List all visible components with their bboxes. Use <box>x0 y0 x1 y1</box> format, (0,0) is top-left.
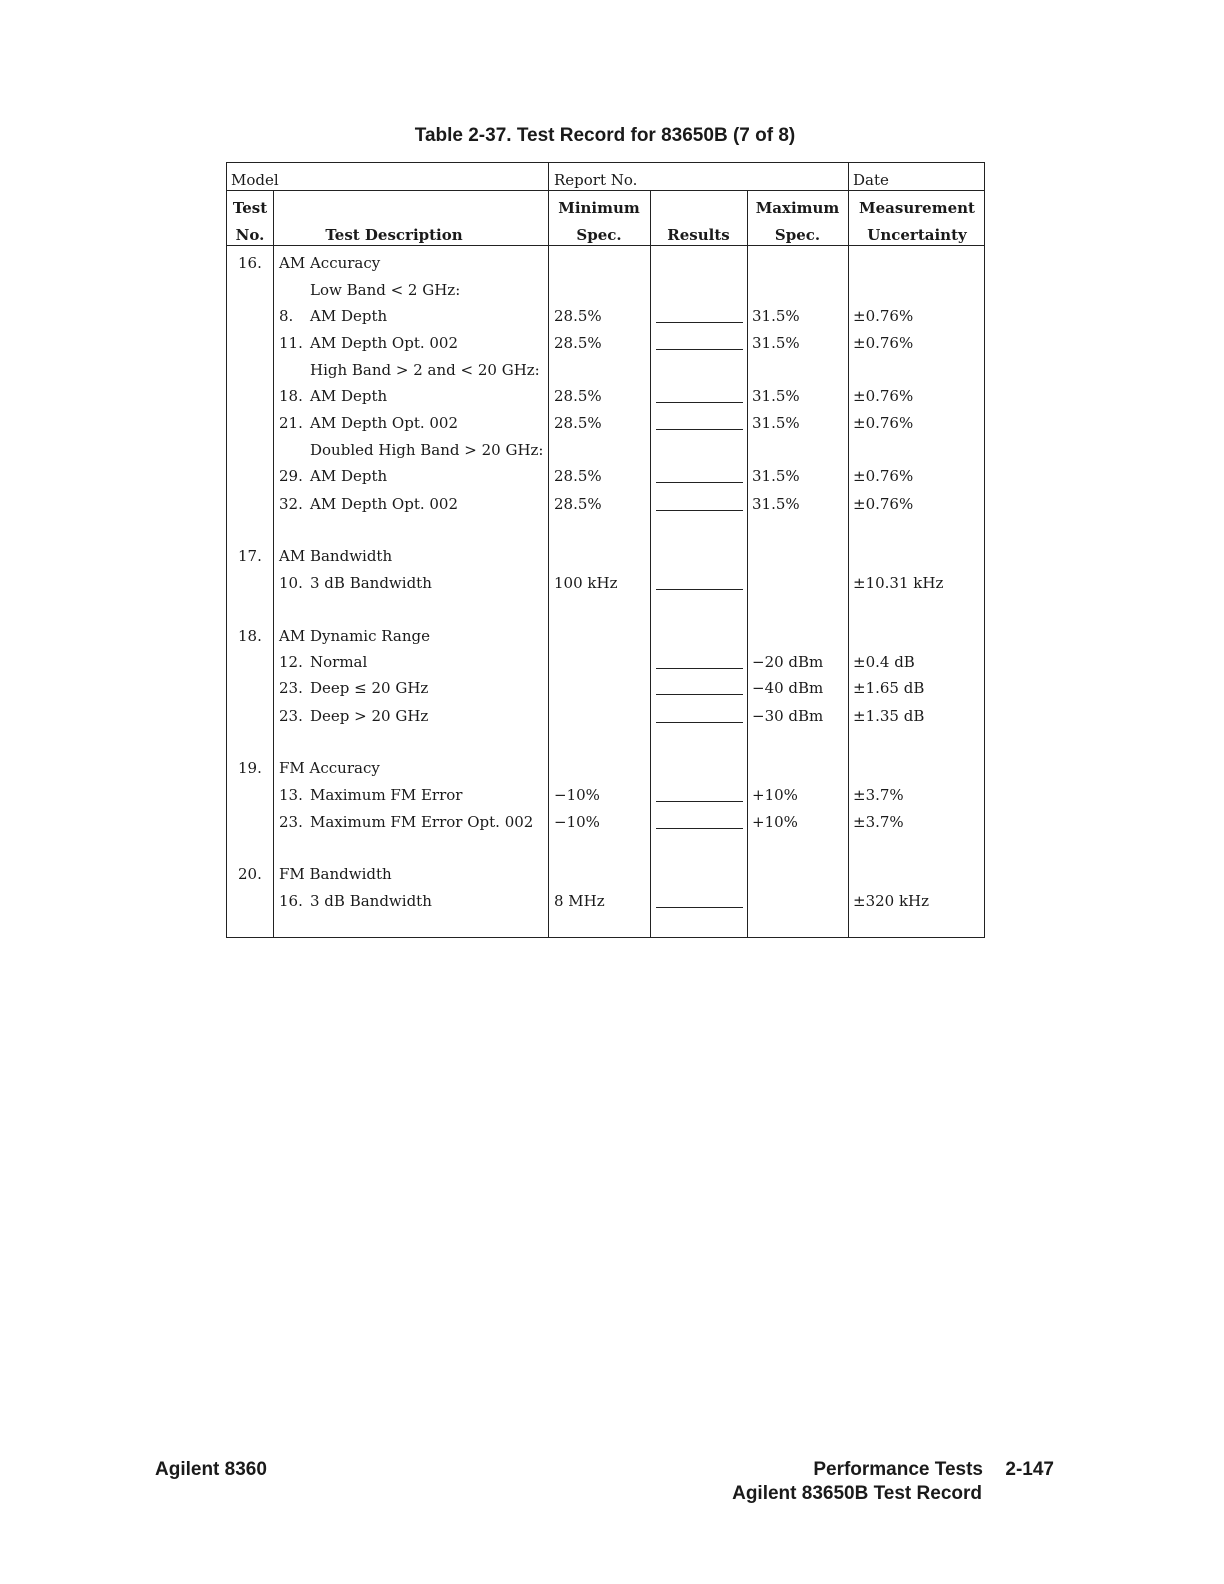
table-title: Table 2-37. Test Record for 83650B (7 of 8) <box>414 125 796 146</box>
test-number: 17. <box>238 547 262 565</box>
max-spec-value: 31.5% <box>752 387 800 405</box>
band-subheading: High Band > 2 and < 20 GHz: <box>310 361 540 379</box>
results-header: Results <box>667 226 730 244</box>
band-subheading: Doubled High Band > 20 GHz: <box>310 441 544 459</box>
step-number: 8. <box>279 307 294 325</box>
min-spec-header-2: Spec. <box>576 226 622 244</box>
result-entry-blank[interactable] <box>656 828 743 829</box>
uncertainty-value: ±3.7% <box>853 786 904 804</box>
step-description: AM Depth Opt. 002 <box>310 334 459 352</box>
header-divider <box>227 190 984 191</box>
uncertainty-value: ±1.35 dB <box>853 707 925 725</box>
step-description: AM Depth <box>310 467 388 485</box>
min-spec-value: 28.5% <box>554 467 602 485</box>
test-number: 16. <box>238 254 262 272</box>
result-entry-blank[interactable] <box>656 668 743 669</box>
step-number: 23. <box>279 813 303 831</box>
footer-section: Performance Tests <box>813 1459 983 1480</box>
test-no-header-2: No. <box>235 226 265 244</box>
test-number: 19. <box>238 759 262 777</box>
max-spec-value: +10% <box>752 786 798 804</box>
step-description: Deep ≤ 20 GHz <box>310 679 429 697</box>
test-name: AM Accuracy <box>279 254 381 272</box>
step-description: AM Depth Opt. 002 <box>310 414 459 432</box>
uncertainty-value: ±1.65 dB <box>853 679 925 697</box>
step-number: 16. <box>279 892 303 910</box>
result-entry-blank[interactable] <box>656 589 743 590</box>
col-divider-description <box>548 163 549 937</box>
step-number: 18. <box>279 387 303 405</box>
step-number: 23. <box>279 707 303 725</box>
max-spec-value: −40 dBm <box>752 679 824 697</box>
max-spec-header: Maximum <box>755 199 840 217</box>
step-description: Maximum FM Error Opt. 002 <box>310 813 534 831</box>
result-entry-blank[interactable] <box>656 801 743 802</box>
column-header-divider <box>227 245 984 246</box>
step-number: 10. <box>279 574 303 592</box>
result-entry-blank[interactable] <box>656 907 743 908</box>
uncertainty-value: ±0.76% <box>853 387 914 405</box>
uncertainty-value: ±0.4 dB <box>853 653 915 671</box>
footer-subtitle: Agilent 83650B Test Record <box>732 1483 982 1504</box>
uncertainty-value: ±0.76% <box>853 495 914 513</box>
test-name: FM Accuracy <box>279 759 380 777</box>
max-spec-value: 31.5% <box>752 334 800 352</box>
test-name: AM Dynamic Range <box>279 627 430 645</box>
step-number: 32. <box>279 495 303 513</box>
uncertainty-header: Measurement <box>859 199 975 217</box>
step-description: Maximum FM Error <box>310 786 463 804</box>
min-spec-value: 28.5% <box>554 307 602 325</box>
result-entry-blank[interactable] <box>656 482 743 483</box>
step-number: 29. <box>279 467 303 485</box>
test-no-header: Test <box>232 199 268 217</box>
max-spec-value: −30 dBm <box>752 707 824 725</box>
band-subheading: Low Band < 2 GHz: <box>310 281 461 299</box>
step-description: 3 dB Bandwidth <box>310 892 432 910</box>
min-spec-value: 28.5% <box>554 414 602 432</box>
result-entry-blank[interactable] <box>656 510 743 511</box>
col-divider-test-no <box>273 190 274 937</box>
test-number: 20. <box>238 865 262 883</box>
result-entry-blank[interactable] <box>656 722 743 723</box>
model-label: Model <box>231 171 279 189</box>
report-no-label: Report No. <box>554 171 638 189</box>
uncertainty-value: ±3.7% <box>853 813 904 831</box>
max-spec-value: +10% <box>752 813 798 831</box>
uncertainty-header-2: Uncertainty <box>867 226 967 244</box>
uncertainty-value: ±0.76% <box>853 334 914 352</box>
step-number: 23. <box>279 679 303 697</box>
min-spec-value: 28.5% <box>554 387 602 405</box>
step-description: AM Depth <box>310 387 388 405</box>
min-spec-value: 100 kHz <box>554 574 618 592</box>
max-spec-value: 31.5% <box>752 467 800 485</box>
step-number: 12. <box>279 653 303 671</box>
footer-product: Agilent 8360 <box>155 1459 267 1480</box>
max-spec-value: 31.5% <box>752 495 800 513</box>
step-number: 13. <box>279 786 303 804</box>
test-record-table <box>226 162 985 938</box>
uncertainty-value: ±0.76% <box>853 467 914 485</box>
max-spec-header-2: Spec. <box>774 226 821 244</box>
result-entry-blank[interactable] <box>656 694 743 695</box>
step-description: Deep > 20 GHz <box>310 707 429 725</box>
test-name: AM Bandwidth <box>279 547 393 565</box>
step-number: 21. <box>279 414 303 432</box>
col-divider-results <box>747 190 748 937</box>
result-entry-blank[interactable] <box>656 402 743 403</box>
uncertainty-value: ±0.76% <box>853 307 914 325</box>
max-spec-value: 31.5% <box>752 414 800 432</box>
min-spec-header: Minimum <box>558 199 640 217</box>
result-entry-blank[interactable] <box>656 429 743 430</box>
step-description: AM Depth <box>310 307 388 325</box>
max-spec-value: −20 dBm <box>752 653 824 671</box>
min-spec-value: 8 MHz <box>554 892 605 910</box>
min-spec-value: 28.5% <box>554 334 602 352</box>
result-entry-blank[interactable] <box>656 322 743 323</box>
min-spec-value: −10% <box>554 786 600 804</box>
test-number: 18. <box>238 627 262 645</box>
step-number: 11. <box>279 334 303 352</box>
date-label: Date <box>853 171 889 189</box>
step-description: AM Depth Opt. 002 <box>310 495 459 513</box>
uncertainty-value: ±10.31 kHz <box>853 574 944 592</box>
min-spec-value: −10% <box>554 813 600 831</box>
step-description: Normal <box>310 653 368 671</box>
test-description-header: Test Description <box>325 226 463 244</box>
result-entry-blank[interactable] <box>656 349 743 350</box>
max-spec-value: 31.5% <box>752 307 800 325</box>
uncertainty-value: ±320 kHz <box>853 892 930 910</box>
footer-page-number: 2-147 <box>1005 1459 1054 1480</box>
col-divider-max-spec <box>848 163 849 937</box>
test-name: FM Bandwidth <box>279 865 392 883</box>
uncertainty-value: ±0.76% <box>853 414 914 432</box>
col-divider-min-spec <box>650 190 651 937</box>
min-spec-value: 28.5% <box>554 495 602 513</box>
step-description: 3 dB Bandwidth <box>310 574 432 592</box>
